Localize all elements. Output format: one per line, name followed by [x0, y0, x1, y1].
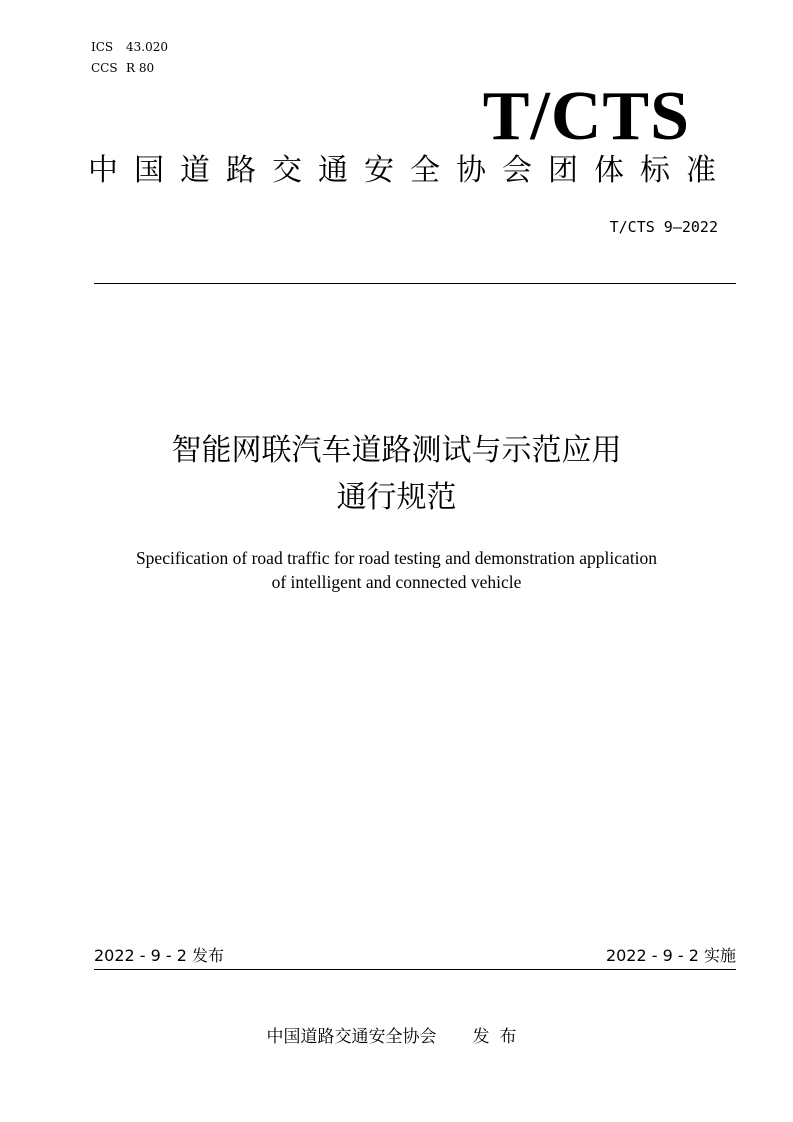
top-divider	[94, 283, 736, 284]
title-cn-line1: 智能网联汽车道路测试与示范应用	[171, 433, 622, 468]
publish-label: 发布	[472, 1027, 527, 1047]
standard-number: T/CTS 9—2022	[609, 218, 718, 236]
ics-label: ICS	[91, 40, 114, 54]
title-cn-line2: 通行规范	[336, 480, 457, 515]
implementation-date: 2022 - 9 - 2 实施	[605, 946, 736, 965]
bottom-divider	[94, 969, 736, 970]
publisher-line	[0, 1026, 793, 1048]
publisher-name: 中国道路交通安全协会	[266, 1027, 437, 1047]
ccs-line	[91, 61, 154, 75]
title-en-line1: Specification of road traffic for road testing and demonstration application	[135, 548, 658, 568]
ccs-label: CCS	[91, 61, 118, 75]
issue-date: 2022 - 9 - 2 发布	[94, 946, 225, 965]
tcts-logo: T/CTS	[482, 78, 690, 155]
ics-line	[91, 40, 168, 54]
title-en-line2: of intelligent and connected vehicle	[271, 572, 522, 592]
ccs-value: R 80	[126, 61, 155, 75]
ics-value: 43.020	[126, 40, 168, 54]
org-standard-title: 中国道路交通安全协会团体标准	[88, 153, 732, 188]
